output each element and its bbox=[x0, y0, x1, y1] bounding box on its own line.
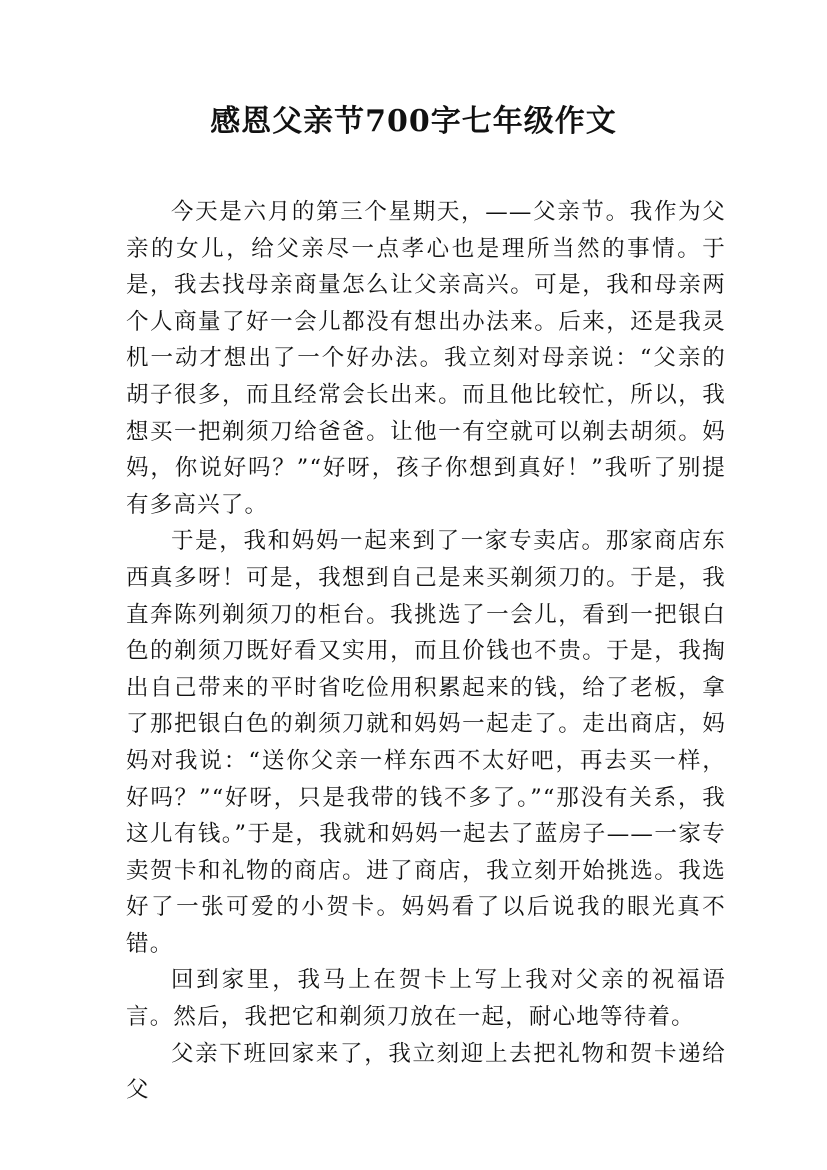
paragraph: 今天是六月的第三个星期天，——父亲节。我作为父亲的女儿，给父亲尽一点孝心也是理所当然的事情。于是，我去找母亲商量怎么让父亲高兴。可是，我和母亲两个人商量了好一会儿都没有想出办法来。后来，还是我灵机一动才想出了一个好办法。我立刻对母亲说：“父亲的胡子很多，而且经常会长出来。而且他比较忙，所以，我想买一把剃须刀给爸爸。让他一有空就可以剃去胡须。妈妈，你说好吗？”“好呀，孩子你想到真好！”我听了别提有多高兴了。 bbox=[126, 199, 726, 518]
document-body bbox=[126, 194, 726, 1109]
document-title: 感恩父亲节700字七年级作文 bbox=[210, 104, 617, 139]
paragraph: 于是，我和妈妈一起来到了一家专卖店。那家商店东西真多呀！可是，我想到自己是来买剃须刀的。于是，我直奔陈列剃须刀的柜台。我挑选了一会儿，看到一把银白色的剃须刀既好看又实用，而且价钱也不贵。于是，我掏出自己带来的平时省吃俭用积累起来的钱，给了老板，拿了那把银白色的剃须刀就和妈妈一起走了。走出商店，妈妈对我说：“送你父亲一样东西不太好吧，再去买一样，好吗？”“好呀，只是我带的钱不多了。”“那没有关系，我这儿有钱。”于是，我就和妈妈一起去了蓝房子——一家专卖贺卡和礼物的商店。进了商店，我立刻开始挑选。我选好了一张可爱的小贺卡。妈妈看了以后说我的眼光真不错。 bbox=[126, 528, 726, 957]
paragraph: 父亲下班回家来了，我立刻迎上去把礼物和贺卡递给父 bbox=[126, 1040, 726, 1104]
paragraph: 回到家里，我马上在贺卡上写上我对父亲的祝福语言。然后，我把它和剃须刀放在一起，耐心地等待着。 bbox=[126, 967, 726, 1031]
